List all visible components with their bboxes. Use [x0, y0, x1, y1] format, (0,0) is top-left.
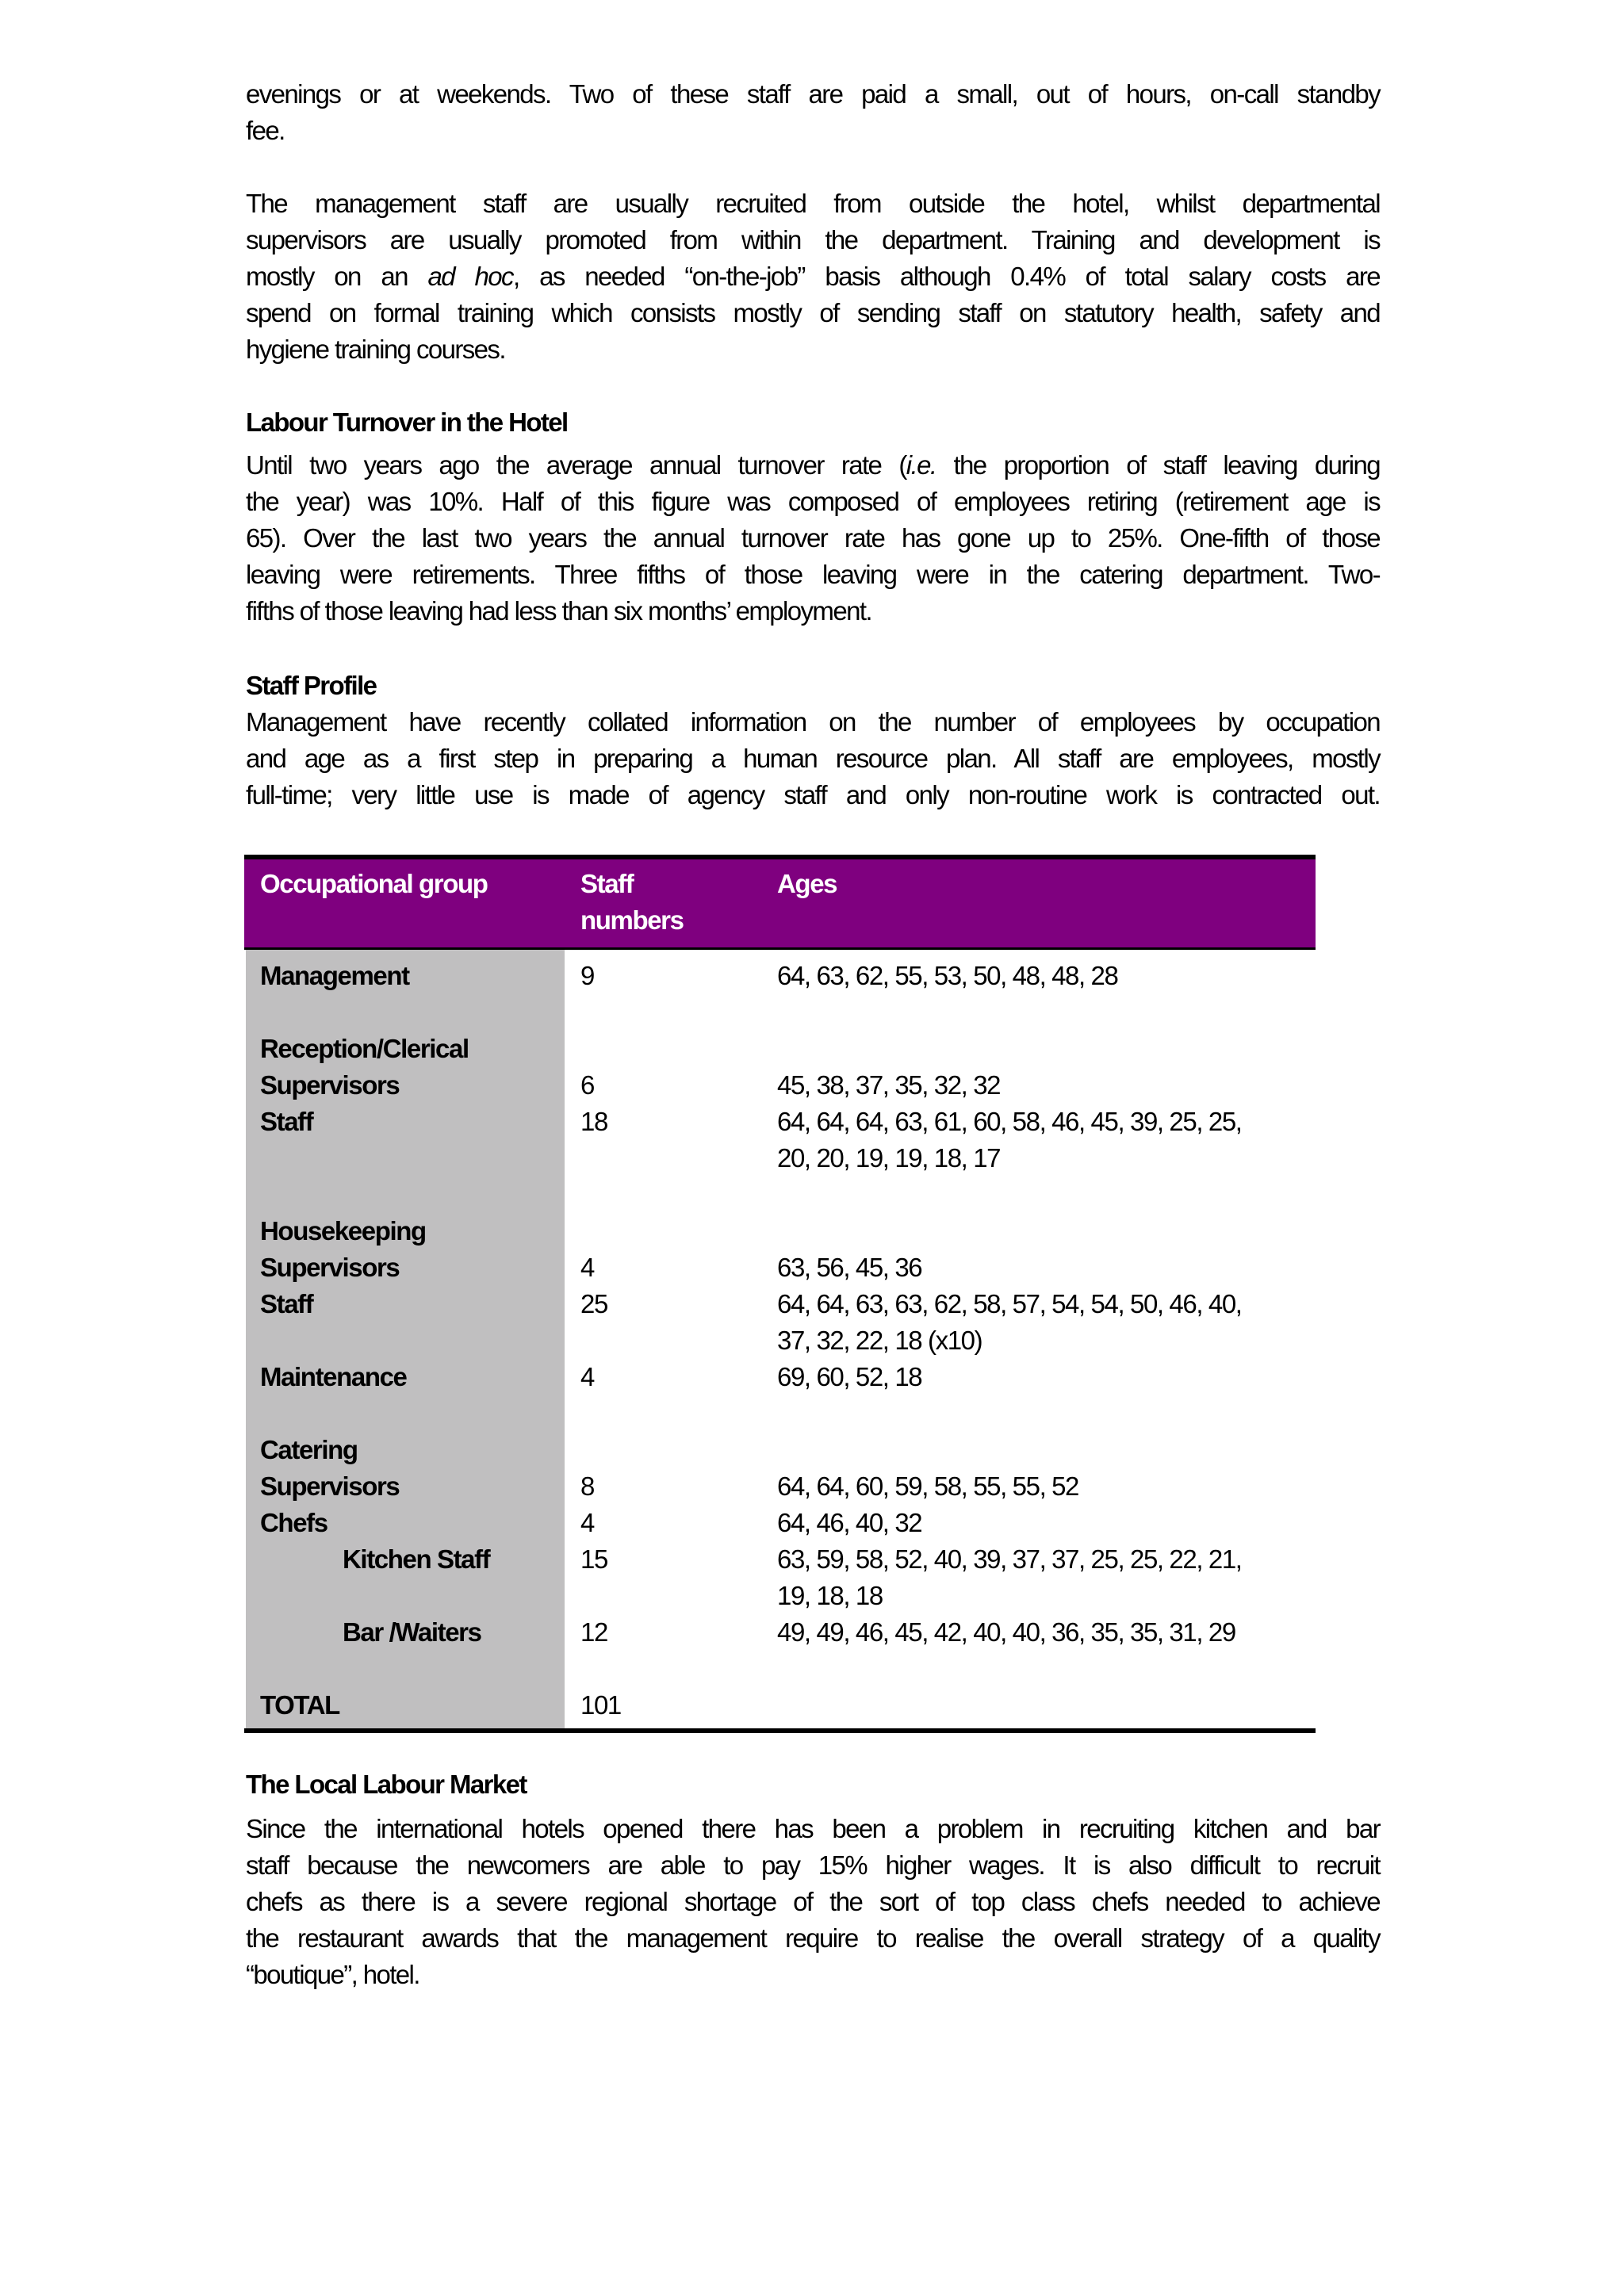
- cell-ages: 37, 32, 22, 18 (x10): [777, 1326, 982, 1355]
- cell-ages: 19, 18, 18: [777, 1581, 883, 1610]
- section-heading-staff-profile: Staff Profile: [246, 671, 377, 700]
- text-line: hygiene training courses.: [246, 335, 505, 364]
- cell-ages: 64, 64, 64, 63, 61, 60, 58, 46, 45, 39, 25, 25,: [777, 1107, 1242, 1136]
- cell-ages: 64, 64, 60, 59, 58, 55, 55, 52: [777, 1471, 1079, 1501]
- text-span: the proportion of staff leaving during: [936, 450, 1380, 480]
- cell-staff: 9: [580, 961, 594, 990]
- italic-text: ad hoc: [427, 262, 513, 291]
- recruitment-paragraph: [246, 186, 1380, 368]
- text-line: fifths of those leaving had less than six months’ employment.: [246, 596, 871, 626]
- cell-group: Supervisors: [260, 1070, 400, 1100]
- cell-staff: 18: [580, 1107, 607, 1136]
- column-header-staff-numbers: [580, 866, 684, 939]
- text-line: chefs as there is a severe regional shortage of the sort of top class chefs needed to achieve: [246, 1887, 1380, 1916]
- labour-market-paragraph: [246, 1811, 1380, 1993]
- text-line: full-time; very little use is made of agency staff and only non-routine work is contracted out.: [246, 780, 1380, 809]
- cell-group: Kitchen Staff: [343, 1544, 490, 1574]
- text-line: the restaurant awards that the management require to realise the overall strategy of a quality: [246, 1923, 1380, 1953]
- cell-staff: 4: [580, 1253, 594, 1282]
- text-span: mostly on an: [246, 262, 428, 291]
- text-line: and age as a first step in preparing a human resource plan. All staff are employees, mostly: [246, 744, 1380, 773]
- text-line: fee.: [246, 116, 285, 145]
- text-line: 65). Over the last two years the annual turnover rate has gone up to 25%. One-fifth of those: [246, 523, 1380, 553]
- cell-ages: 45, 38, 37, 35, 32, 32: [777, 1070, 1001, 1100]
- cell-group: Housekeeping: [260, 1216, 426, 1246]
- cell-ages: 63, 59, 58, 52, 40, 39, 37, 37, 25, 25, 22, 21,: [777, 1544, 1242, 1574]
- cell-group: Staff: [260, 1107, 313, 1136]
- italic-text: i.e.: [906, 450, 936, 480]
- text-span: Until two years ago the average annual turnover rate (: [246, 450, 906, 480]
- cell-ages: 64, 46, 40, 32: [777, 1508, 922, 1537]
- text-line: the year) was 10%. Half of this figure was composed of employees retiring (retirement age is: [246, 487, 1380, 516]
- cell-group: Chefs: [260, 1508, 327, 1537]
- cell-group: Staff: [260, 1289, 313, 1318]
- cell-ages: 69, 60, 52, 18: [777, 1362, 922, 1391]
- cell-ages: 49, 49, 46, 45, 42, 40, 40, 36, 35, 35, 31, 29: [777, 1617, 1235, 1647]
- text-line: The management staff are usually recruited from outside the hotel, whilst departmental: [246, 189, 1380, 218]
- text-span: , as needed “on-the-job” basis although 0.4% of total salary costs are: [512, 262, 1380, 291]
- cell-ages: 64, 64, 63, 63, 62, 58, 57, 54, 54, 50, 46, 40,: [777, 1289, 1242, 1318]
- text-line: evenings or at weekends. Two of these staff are paid a small, out of hours, on-call standby: [246, 79, 1380, 109]
- text-line: staff because the newcomers are able to pay 15% higher wages. It is also difficult to recruit: [246, 1850, 1380, 1880]
- cell-group: Maintenance: [260, 1362, 407, 1391]
- cell-staff-total: 101: [580, 1690, 621, 1720]
- section-heading-local-labour-market: The Local Labour Market: [246, 1770, 527, 1799]
- cell-ages: 64, 63, 62, 55, 53, 50, 48, 48, 28: [777, 961, 1118, 990]
- section-heading-labour-turnover: Labour Turnover in the Hotel: [246, 408, 568, 437]
- cell-staff: 15: [580, 1544, 607, 1574]
- cell-staff: 12: [580, 1617, 607, 1647]
- text-line: leaving were retirements. Three fifths of those leaving were in the catering department. Two-: [246, 560, 1380, 589]
- cell-group: TOTAL: [260, 1690, 339, 1720]
- cell-group: Supervisors: [260, 1471, 400, 1501]
- cell-staff: 25: [580, 1289, 607, 1318]
- header-text: numbers: [580, 905, 684, 935]
- cell-group: Reception/Clerical: [260, 1034, 469, 1063]
- staff-profile-paragraph: [246, 704, 1380, 813]
- intro-paragraph: [246, 76, 1380, 149]
- header-text: Staff: [580, 869, 634, 898]
- column-header-ages: Ages: [777, 869, 837, 898]
- cell-ages: 63, 56, 45, 36: [777, 1253, 922, 1282]
- cell-group: Supervisors: [260, 1253, 400, 1282]
- cell-group: Catering: [260, 1435, 358, 1464]
- cell-staff: 4: [580, 1362, 594, 1391]
- text-line: Since the international hotels opened there has been a problem in recruiting kitchen and bar: [246, 1814, 1380, 1843]
- text-line: supervisors are usually promoted from within the department. Training and development is: [246, 225, 1380, 254]
- cell-group: Bar /Waiters: [343, 1617, 481, 1647]
- table-bottom-border: [244, 1728, 1316, 1733]
- text-line: spend on formal training which consists mostly of sending staff on statutory health, safety and: [246, 298, 1380, 327]
- text-line: [246, 258, 1380, 295]
- staff-profile-table: [244, 855, 1316, 1733]
- text-line: “boutique”, hotel.: [246, 1960, 419, 1989]
- column-header-occupational-group: Occupational group: [260, 869, 488, 898]
- cell-staff: 4: [580, 1508, 594, 1537]
- cell-staff: 6: [580, 1070, 594, 1100]
- cell-ages: 20, 20, 19, 19, 18, 17: [777, 1143, 1001, 1173]
- cell-staff: 8: [580, 1471, 594, 1501]
- turnover-paragraph: [246, 447, 1380, 629]
- text-line: Management have recently collated information on the number of employees by occupation: [246, 707, 1380, 737]
- text-line: [246, 447, 1380, 484]
- cell-group: Management: [260, 961, 409, 990]
